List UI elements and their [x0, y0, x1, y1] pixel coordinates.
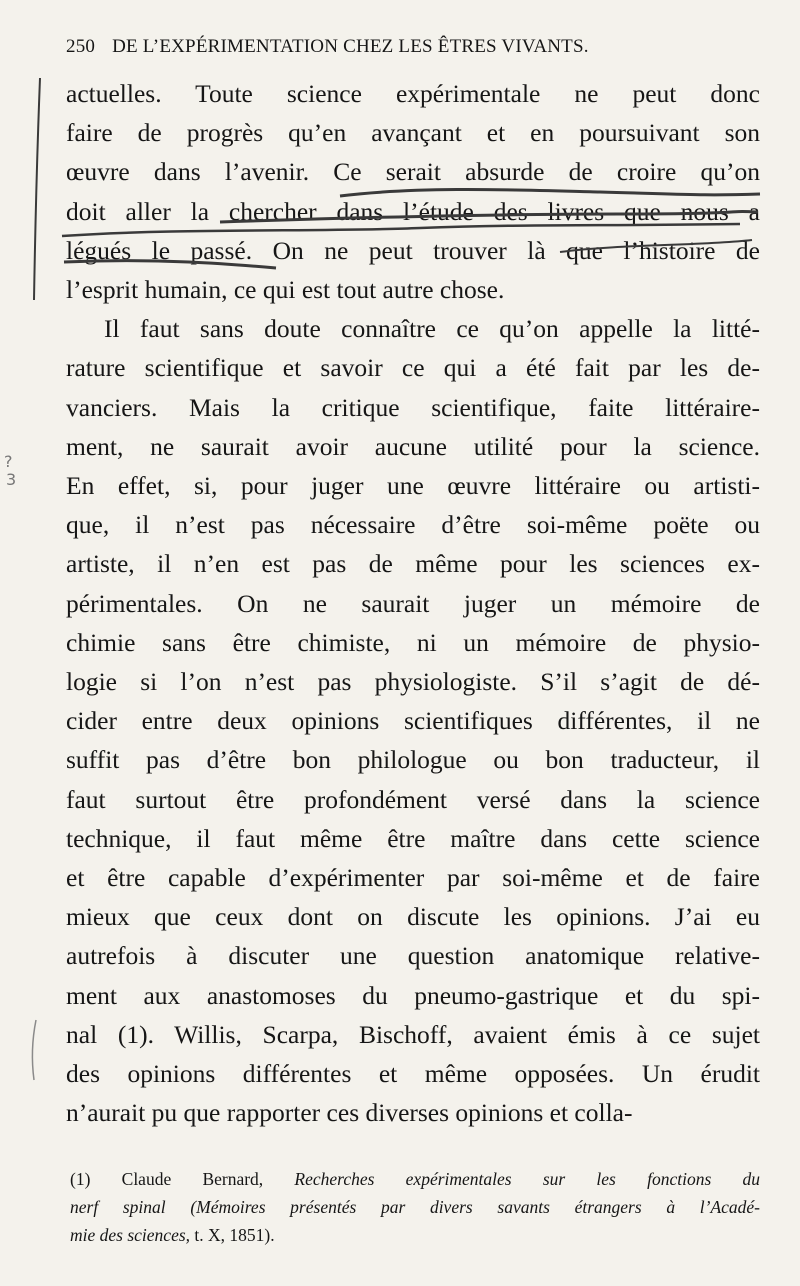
text-line: l’esprit humain, ce qui est tout autre chose. [66, 275, 505, 304]
text-line: et être capable d’expérimenter par soi-même et de faire [66, 863, 760, 892]
text-line: logie si l’on n’est pas physiologiste. S’il s’agit de dé- [66, 667, 760, 696]
text-line: œuvre dans l’avenir. Ce serait absurde de croire qu’on [66, 157, 760, 187]
margin-mark-a: ? [4, 452, 13, 471]
footnote-line-3 [70, 1220, 760, 1250]
text-line: nal (1). Willis, Scarpa, Bischoff, avaient émis à ce sujet [66, 1019, 760, 1049]
text-line: ment, ne saurait avoir aucune utilité pour la science. [66, 431, 760, 461]
text-line: que, il n’est pas nécessaire d’être soi-même poëte ou [66, 510, 760, 540]
text-line: périmentales. On ne saurait juger un mémoire de [66, 588, 760, 618]
margin-bracket-line [34, 78, 40, 300]
text-line: doit aller la chercher dans l’étude des livres que nous a [66, 196, 760, 226]
text-line: En effet, si, pour juger une œuvre littéraire ou artisti- [66, 471, 760, 500]
footnote-line-1 [70, 1164, 760, 1194]
footnote-volume: t. X, 1851). [190, 1225, 275, 1245]
text-line: faut surtout être profondément versé dans la science [66, 784, 760, 814]
text-line: mieux que ceux dont on discute les opinions. J’ai eu [66, 902, 760, 932]
text-line: artiste, il n’en est pas de même pour les sciences ex- [66, 549, 760, 579]
margin-bracket-lower [32, 1020, 36, 1080]
text-line: ment aux anastomoses du pneumo-gastrique et du spi- [66, 980, 760, 1010]
text-line: actuelles. Toute science expérimentale ne peut donc [66, 79, 760, 108]
text-line: technique, il faut même être maître dans cette science [66, 823, 760, 853]
margin-mark-b: 3 [6, 470, 17, 489]
text-line: faire de progrès qu’en avançant et en poursuivant son [66, 118, 760, 148]
footnote-work-title-cont: nerf spinal ( [70, 1197, 197, 1217]
footnote-marker: (1) [70, 1169, 122, 1189]
text-line: autrefois à discuter une question anatomique relative- [66, 941, 760, 971]
text-line: des opinions différentes et même opposées. Un érudit [66, 1059, 760, 1088]
footnote-author: Claude Bernard, [121, 1169, 295, 1189]
running-header [66, 36, 686, 66]
text-line: légués le passé. On ne peut trouver là que l’histoire de [66, 235, 760, 265]
footnote-line-2 [70, 1192, 760, 1222]
text-line: suffit pas d’être bon philologue ou bon traducteur, il [66, 745, 760, 775]
text-line: chimie sans être chimiste, ni un mémoire de physio- [66, 627, 760, 657]
text-line: Il faut sans doute connaître ce qu’on appelle la litté- [104, 314, 760, 344]
page-number: 250 [66, 36, 96, 57]
text-line: cider entre deux opinions scientifiques différentes, il ne [66, 706, 760, 736]
text-line: rature scientifique et savoir ce qui a été fait par les de- [66, 353, 760, 383]
footnote-source-cont: mie des sciences, [70, 1225, 191, 1245]
text-line: n’aurait pu que rapporter ces diverses opinions et colla- [66, 1098, 633, 1128]
text-line: vanciers. Mais la critique scientifique, faite littéraire- [66, 392, 760, 422]
running-title: DE L’EXPÉRIMENTATION CHEZ LES ÊTRES VIVANTS. [112, 36, 589, 57]
footnote-work-title: Recherches expérimentales sur les fonctions du [294, 1169, 760, 1189]
footnote-source: Mémoires présentés par divers savants étrangers à l’Acadé- [196, 1197, 760, 1217]
